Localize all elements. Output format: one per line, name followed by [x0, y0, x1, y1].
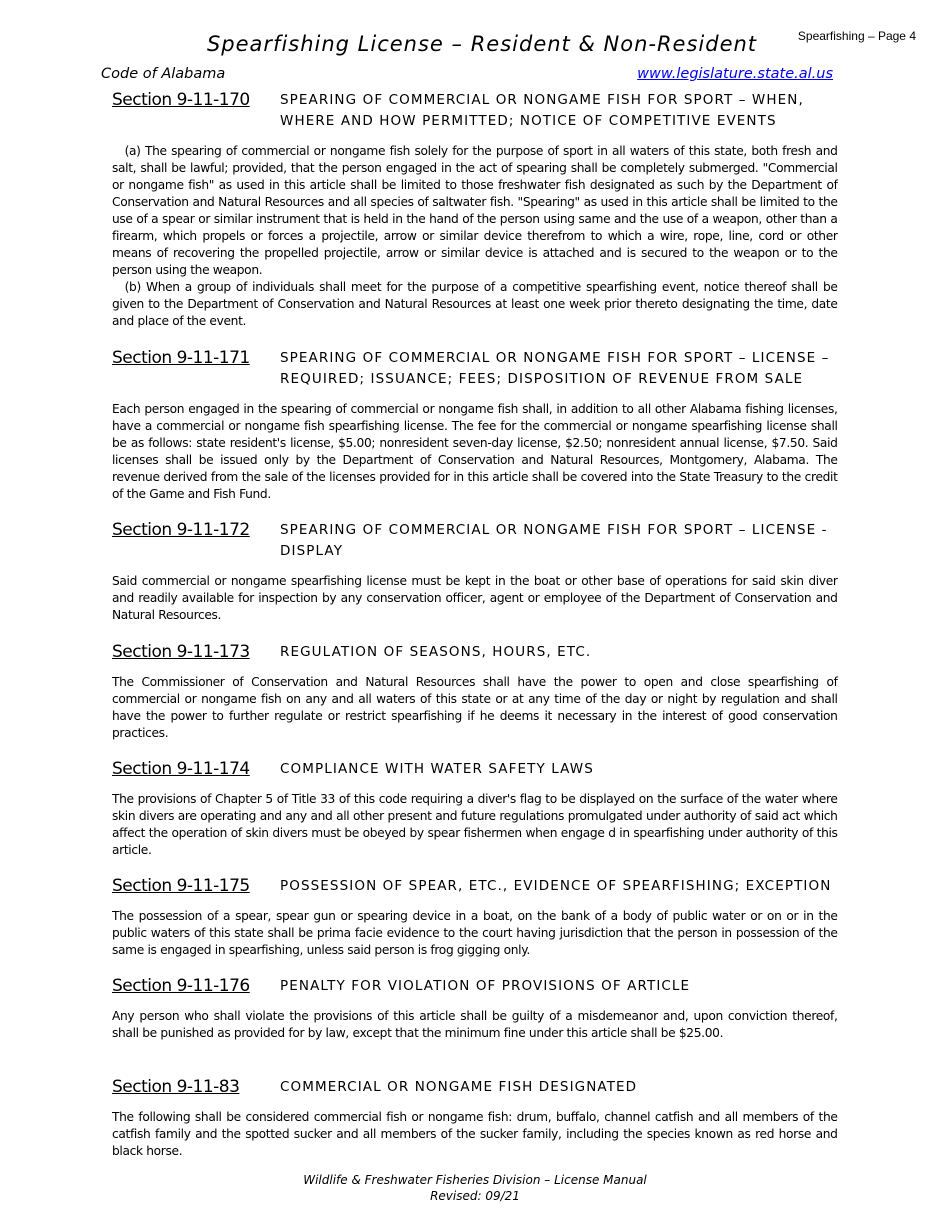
- section-body: [112, 1007, 838, 1041]
- section-number: Section 9-11-176: [112, 976, 250, 996]
- paragraph: (a) The spearing of commercial or nongame fish solely for the purpose of sport in all waters of this state, both fresh and salt, shall be lawful; provided, that the person engaged in the act of spearing shall be completely submerged. "Commercial or nongame fish" as used in this article shall be limited to those freshwater fish designated as such by the Department of Conservation and Natural Resources and all species of saltwater fish. "Spearing" as used in this article shall be limited to the use of a spear or similar instrument that is held in the hand of the person using same and the use of a weapon, other than a firearm, which propels or forces a projectile, arrow or similar device therefrom to which a wire, rope, line, cord or other means of recovering the propelled projectile, arrow or similar device is attached and is secured to the weapon or to the person using the weapon.: [112, 143, 838, 277]
- paragraph: The following shall be considered commercial fish or nongame fish: drum, buffalo, channel catfish and all members of the catfish family and the spotted sucker and all members of the sucker family, including the species known as red horse and black horse.: [112, 1109, 838, 1158]
- section-number: Section 9-11-170: [112, 90, 250, 110]
- section-9-11-176: [112, 975, 838, 1041]
- section-9-11-174: [112, 758, 838, 858]
- section-title: COMPLIANCE WITH WATER SAFETY LAWS: [280, 761, 594, 777]
- section-body: [112, 790, 838, 858]
- page-footer: [0, 1172, 950, 1204]
- paragraph: (b) When a group of individuals shall meet for the purpose of a competitive spearfishing event, notice thereof shall be given to the Department of Conservation and Natural Resources at least one week prior thereto designating the time, date and place of the event.: [112, 279, 838, 328]
- section-number: Section 9-11-83: [112, 1077, 240, 1097]
- section-body: [112, 142, 838, 329]
- section-number: Section 9-11-171: [112, 348, 250, 368]
- section-9-11-83: [112, 1076, 838, 1159]
- section-number: Section 9-11-172: [112, 520, 250, 540]
- code-label: Code of Alabama: [101, 66, 226, 82]
- paragraph: Each person engaged in the spearing of commercial or nongame fish shall, in addition to all other Alabama fishing licenses, have a commercial or nongame fish spearfishing license. The fee for the commercial or nongame spearfishing license shall be as follows: state resident's license, $5.00; nonresident seven-day license, $2.50; nonresident annual license, $7.50. Said licenses shall be issued only by the Department of Conservation and Natural Resources, Montgomery, Alabama. The revenue derived from the sale of the licenses provided for in this article shall be covered into the State Treasury to the credit of the Game and Fish Fund.: [112, 401, 838, 501]
- section-title: COMMERCIAL OR NONGAME FISH DESIGNATED: [280, 1079, 638, 1095]
- footer-manual-title: Wildlife & Freshwater Fisheries Division – License Manual: [303, 1173, 647, 1187]
- section-title: SPEARING OF COMMERCIAL OR NONGAME FISH FOR SPORT – LICENSE - DISPLAY: [280, 522, 828, 559]
- section-title: POSSESSION OF SPEAR, ETC., EVIDENCE OF SPEARFISHING; EXCEPTION: [280, 878, 832, 894]
- section-9-11-175: [112, 875, 838, 958]
- section-9-11-170: [112, 89, 838, 329]
- section-9-11-172: [112, 519, 838, 623]
- section-number: Section 9-11-174: [112, 759, 250, 779]
- section-body: [112, 1108, 838, 1159]
- section-body: [112, 572, 838, 623]
- page-title: Spearfishing License – Resident & Non-Resident: [206, 32, 758, 56]
- section-number: Section 9-11-173: [112, 642, 250, 662]
- paragraph: Any person who shall violate the provisions of this article shall be guilty of a misdemeanor and, upon conviction thereof, shall be punished as provided for by law, except that the minimum fine under this article shall be $25.00.: [112, 1008, 838, 1040]
- section-title: REGULATION OF SEASONS, HOURS, ETC.: [280, 644, 592, 660]
- paragraph: The provisions of Chapter 5 of Title 33 of this code requiring a diver's flag to be displayed on the surface of the water where skin divers are operating and any and all other present and future regulations promulgated under authority of said act which affect the operation of skin divers must be obeyed by spear fishermen when engage d in spearfishing under authority of this article.: [112, 791, 838, 857]
- section-title: PENALTY FOR VIOLATION OF PROVISIONS OF ARTICLE: [280, 978, 691, 994]
- section-9-11-171: [112, 347, 838, 502]
- paragraph: The Commissioner of Conservation and Natural Resources shall have the power to open and close spearfishing of commercial or nongame fish on any and all waters of this state or at any time of the day or night by regulation and shall have the power to further regulate or restrict spearfishing if he deems it necessary in the interest of good conservation practices.: [112, 674, 838, 740]
- section-body: [112, 907, 838, 958]
- paragraph: The possession of a spear, spear gun or spearing device in a boat, on the bank of a body of public water or on or in the public waters of this state shall be prima facie evidence to the court having jurisdiction that the person in possession of the same is engaged in spearfishing, unless said person is frog gigging only.: [112, 908, 838, 957]
- paragraph: Said commercial or nongame spearfishing license must be kept in the boat or other base of operations for said skin diver and readily available for inspection by any conservation officer, agent or employee of the Department of Conservation and Natural Resources.: [112, 573, 838, 622]
- footer-revised: Revised: 09/21: [430, 1189, 520, 1203]
- section-title: SPEARING OF COMMERCIAL OR NONGAME FISH FOR SPORT – LICENSE – REQUIRED; ISSUANCE; FEES; DISPOSITION OF REVENUE FROM SALE: [280, 350, 830, 387]
- section-body: [112, 673, 838, 741]
- section-body: [112, 400, 838, 502]
- section-number: Section 9-11-175: [112, 876, 250, 896]
- section-9-11-173: [112, 641, 838, 741]
- section-title: SPEARING OF COMMERCIAL OR NONGAME FISH FOR SPORT – WHEN, WHERE AND HOW PERMITTED; NOTICE OF COMPETITIVE EVENTS: [280, 92, 804, 129]
- page-number: Spearfishing – Page 4: [797, 29, 916, 43]
- legislature-link[interactable]: www.legislature.state.al.us: [637, 66, 833, 82]
